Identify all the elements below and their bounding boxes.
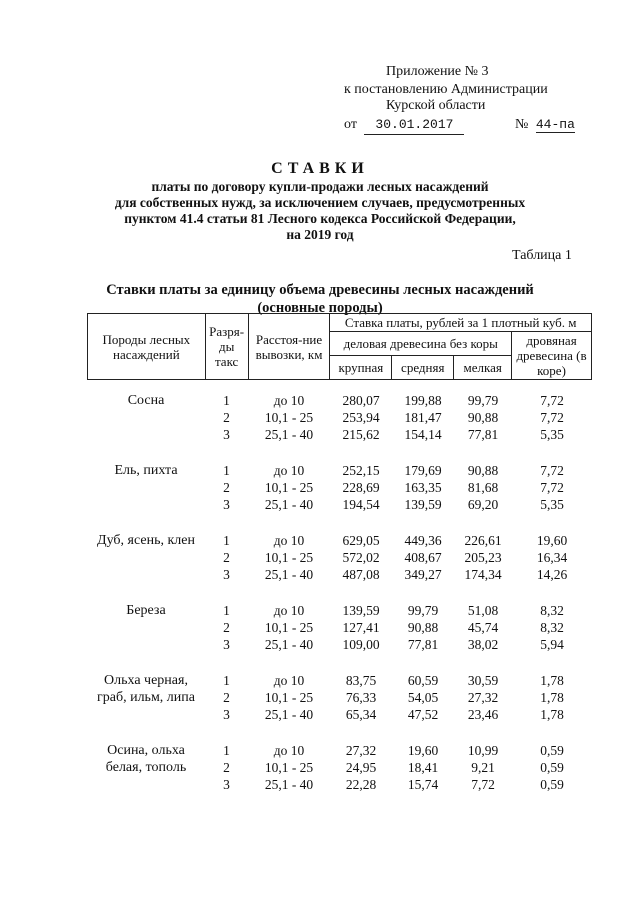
small-rate-cell: 77,81 — [467, 427, 499, 442]
large-rate-cell: 139,59 — [342, 603, 380, 618]
distance-cell: 10,1 - 25 — [264, 760, 314, 775]
distance-cell: до 10 — [273, 463, 305, 478]
species-cell: Осина, ольха — [107, 743, 185, 758]
small-rate-cell: 51,08 — [467, 603, 499, 618]
appendix-date-line — [344, 116, 464, 135]
rank-cell: 1 — [223, 673, 230, 688]
number-prefix: № — [515, 117, 529, 132]
rank-cell: 2 — [223, 620, 230, 635]
firewood-rate-cell: 8,32 — [540, 603, 564, 618]
species-cell: Дуб, ясень, клен — [97, 533, 195, 548]
table-row — [87, 689, 592, 706]
large-rate-cell: 194,54 — [342, 497, 380, 512]
small-rate-cell: 174,34 — [464, 567, 502, 582]
species-cell — [87, 409, 205, 426]
medium-rate-cell: 47,52 — [407, 707, 439, 722]
decree-number: 44-па — [535, 117, 575, 132]
large-rate-cell: 76,33 — [345, 690, 377, 705]
small-rate-cell: 81,68 — [467, 480, 499, 495]
table-row — [87, 619, 592, 636]
large-rate-cell: 487,08 — [342, 567, 380, 582]
medium-rate-cell: 179,69 — [404, 463, 442, 478]
small-rate-cell: 45,74 — [467, 620, 499, 635]
distance-cell: до 10 — [273, 533, 305, 548]
medium-rate-cell: 15,74 — [407, 777, 439, 792]
firewood-rate-cell: 5,94 — [540, 637, 564, 652]
rank-cell: 1 — [223, 603, 230, 618]
large-rate-cell: 280,07 — [342, 393, 380, 408]
firewood-rate-cell: 5,35 — [540, 497, 564, 512]
rank-cell: 2 — [223, 480, 230, 495]
appendix-number-line — [515, 116, 575, 134]
large-rate-cell: 109,00 — [342, 637, 380, 652]
large-rate-cell: 629,05 — [342, 533, 380, 548]
small-rate-cell: 226,61 — [464, 533, 502, 548]
rank-cell: 2 — [223, 550, 230, 565]
medium-rate-cell: 77,81 — [407, 637, 439, 652]
medium-rate-cell: 60,59 — [407, 673, 439, 688]
medium-rate-cell: 181,47 — [404, 410, 442, 425]
firewood-rate-cell: 16,34 — [536, 550, 568, 565]
species-cell: белая, тополь — [105, 760, 187, 775]
rank-cell: 1 — [223, 393, 230, 408]
subtitle-line: платы по договору купли-продажи лесных насаждений — [151, 179, 489, 194]
distance-cell: 10,1 - 25 — [264, 620, 314, 635]
firewood-rate-cell: 7,72 — [540, 480, 564, 495]
header-distance: Расстоя-ние вывозки, км — [248, 314, 330, 380]
subtitle-line: на 2019 год — [286, 227, 354, 242]
small-rate-cell: 99,79 — [467, 393, 499, 408]
large-rate-cell: 22,28 — [345, 777, 377, 792]
rank-cell: 2 — [223, 760, 230, 775]
document-subtitle — [60, 179, 580, 243]
header-rank: Разря-ды такс — [205, 314, 248, 380]
firewood-rate-cell: 8,32 — [540, 620, 564, 635]
distance-cell: 25,1 - 40 — [264, 777, 314, 792]
header-species: Породы лесных насаждений — [88, 314, 206, 380]
large-rate-cell: 65,34 — [345, 707, 377, 722]
firewood-rate-cell: 5,35 — [540, 427, 564, 442]
rank-cell: 2 — [223, 410, 230, 425]
table-caption — [90, 281, 550, 317]
rank-cell: 3 — [223, 777, 230, 792]
species-cell — [87, 619, 205, 636]
large-rate-cell: 253,94 — [342, 410, 380, 425]
appendix-line-2: к постановлению Администрации — [344, 82, 548, 97]
rank-cell: 1 — [223, 743, 230, 758]
caption-line: (основные породы) — [257, 300, 383, 316]
table-row — [87, 409, 592, 426]
medium-rate-cell: 449,36 — [404, 533, 442, 548]
distance-cell: 10,1 - 25 — [264, 480, 314, 495]
large-rate-cell: 215,62 — [342, 427, 380, 442]
large-rate-cell: 572,02 — [342, 550, 380, 565]
species-cell — [87, 479, 205, 496]
distance-cell: 10,1 - 25 — [264, 410, 314, 425]
table-row — [87, 479, 592, 496]
medium-rate-cell: 139,59 — [404, 497, 442, 512]
table-row — [87, 776, 592, 793]
small-rate-cell: 10,99 — [467, 743, 499, 758]
distance-cell: 25,1 - 40 — [264, 707, 314, 722]
table-row — [87, 566, 592, 583]
species-cell: граб, ильм, липа — [97, 690, 195, 705]
appendix-line-3: Курской области — [386, 98, 486, 113]
header-medium: средняя — [392, 356, 454, 380]
distance-cell: до 10 — [273, 743, 305, 758]
table-row — [87, 549, 592, 566]
distance-cell: 25,1 - 40 — [264, 637, 314, 652]
rank-cell: 3 — [223, 567, 230, 582]
small-rate-cell: 27,32 — [467, 690, 499, 705]
small-rate-cell: 7,72 — [471, 777, 495, 792]
medium-rate-cell: 18,41 — [407, 760, 439, 775]
large-rate-cell: 127,41 — [342, 620, 380, 635]
species-cell: Ель, пихта — [114, 463, 178, 478]
firewood-rate-cell: 7,72 — [540, 393, 564, 408]
subtitle-line: пунктом 41.4 статьи 81 Лесного кодекса Российской Федерации, — [124, 211, 516, 226]
table-row — [87, 532, 592, 549]
medium-rate-cell: 90,88 — [407, 620, 439, 635]
decree-date: 30.01.2017 — [364, 116, 464, 135]
rank-cell: 3 — [223, 707, 230, 722]
subtitle-line: для собственных нужд, за исключением случаев, предусмотренных — [114, 195, 526, 210]
medium-rate-cell: 163,35 — [404, 480, 442, 495]
medium-rate-cell: 99,79 — [407, 603, 439, 618]
species-cell — [87, 496, 205, 513]
rank-cell: 1 — [223, 463, 230, 478]
large-rate-cell: 228,69 — [342, 480, 380, 495]
appendix-line-1: Приложение № 3 — [386, 64, 489, 79]
species-cell — [87, 566, 205, 583]
species-cell — [87, 426, 205, 443]
distance-cell: 10,1 - 25 — [264, 550, 314, 565]
group-spacer — [87, 723, 592, 742]
species-cell — [87, 776, 205, 793]
large-rate-cell: 83,75 — [345, 673, 377, 688]
firewood-rate-cell: 1,78 — [540, 707, 564, 722]
firewood-rate-cell: 1,78 — [540, 673, 564, 688]
spacer-cell — [87, 513, 592, 532]
medium-rate-cell: 408,67 — [404, 550, 442, 565]
rank-cell: 2 — [223, 690, 230, 705]
group-spacer — [87, 443, 592, 462]
firewood-rate-cell: 7,72 — [540, 410, 564, 425]
small-rate-cell: 9,21 — [471, 760, 495, 775]
distance-cell: 25,1 - 40 — [264, 497, 314, 512]
rank-cell: 3 — [223, 427, 230, 442]
distance-cell: до 10 — [273, 393, 305, 408]
table-row — [87, 426, 592, 443]
table-label: Таблица 1 — [512, 248, 572, 263]
table-row — [87, 496, 592, 513]
document-title: СТАВКИ — [271, 160, 369, 177]
small-rate-cell: 23,46 — [467, 707, 499, 722]
medium-rate-cell: 19,60 — [407, 743, 439, 758]
large-rate-cell: 27,32 — [345, 743, 377, 758]
small-rate-cell: 90,88 — [467, 463, 499, 478]
firewood-rate-cell: 14,26 — [536, 567, 568, 582]
group-spacer — [87, 653, 592, 672]
group-spacer — [87, 583, 592, 602]
group-spacer — [87, 513, 592, 532]
header-small: мелкая — [454, 356, 512, 380]
table-row — [87, 759, 592, 776]
firewood-rate-cell: 0,59 — [540, 760, 564, 775]
table-row — [87, 742, 592, 759]
distance-cell: 10,1 - 25 — [264, 690, 314, 705]
species-cell: Сосна — [127, 393, 165, 408]
table-row — [87, 462, 592, 479]
table-row — [87, 672, 592, 689]
species-cell: Береза — [126, 603, 166, 618]
rank-cell: 3 — [223, 637, 230, 652]
spacer-cell — [87, 443, 592, 462]
header-business-timber: деловая древесина без коры — [330, 332, 512, 356]
large-rate-cell: 24,95 — [345, 760, 377, 775]
firewood-rate-cell: 0,59 — [540, 777, 564, 792]
small-rate-cell: 90,88 — [467, 410, 499, 425]
distance-cell: до 10 — [273, 673, 305, 688]
distance-cell: до 10 — [273, 603, 305, 618]
table-row — [87, 636, 592, 653]
species-cell — [87, 549, 205, 566]
rank-cell: 3 — [223, 497, 230, 512]
medium-rate-cell: 349,27 — [404, 567, 442, 582]
firewood-rate-cell: 7,72 — [540, 463, 564, 478]
caption-line: Ставки платы за единицу объема древесины лесных насаждений — [106, 282, 534, 298]
species-cell — [87, 706, 205, 723]
medium-rate-cell: 54,05 — [407, 690, 439, 705]
small-rate-cell: 205,23 — [464, 550, 502, 565]
table-row — [87, 392, 592, 409]
spacer-cell — [87, 653, 592, 672]
small-rate-cell: 38,02 — [467, 637, 499, 652]
table-row — [87, 602, 592, 619]
table-row — [87, 706, 592, 723]
medium-rate-cell: 154,14 — [404, 427, 442, 442]
spacer-cell — [87, 723, 592, 742]
rates-table-header — [87, 313, 592, 380]
date-prefix: от — [344, 117, 357, 132]
distance-cell: 25,1 - 40 — [264, 567, 314, 582]
header-large: крупная — [330, 356, 392, 380]
firewood-rate-cell: 1,78 — [540, 690, 564, 705]
species-cell: Ольха черная, — [104, 673, 188, 688]
spacer-cell — [87, 583, 592, 602]
header-rate-group: Ставка платы, рублей за 1 плотный куб. м — [330, 314, 592, 332]
header-firewood: дровяная древесина (в коре) — [512, 332, 592, 380]
small-rate-cell: 69,20 — [467, 497, 499, 512]
rates-table-body — [87, 392, 592, 793]
large-rate-cell: 252,15 — [342, 463, 380, 478]
rank-cell: 1 — [223, 533, 230, 548]
small-rate-cell: 30,59 — [467, 673, 499, 688]
firewood-rate-cell: 19,60 — [536, 533, 568, 548]
species-cell — [87, 636, 205, 653]
distance-cell: 25,1 - 40 — [264, 427, 314, 442]
medium-rate-cell: 199,88 — [404, 393, 442, 408]
firewood-rate-cell: 0,59 — [540, 743, 564, 758]
